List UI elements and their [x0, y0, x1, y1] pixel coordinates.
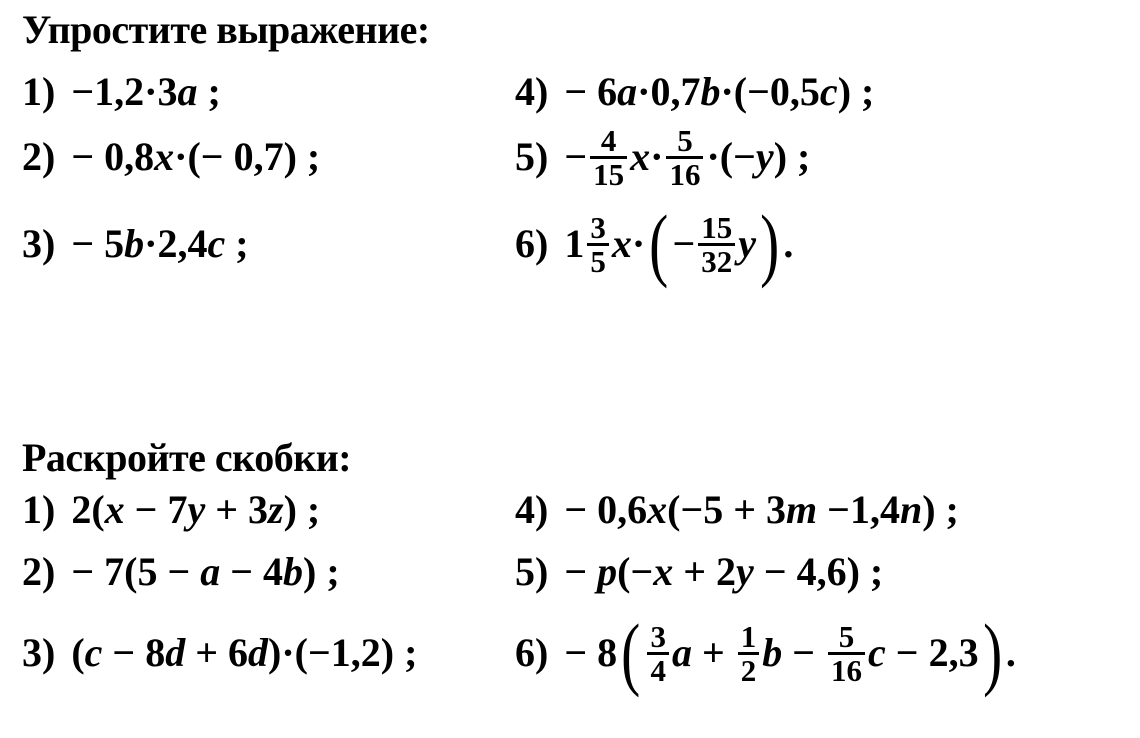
fraction: $\frac{3}{4}$ [647, 621, 669, 686]
s1-item-1 [22, 70, 221, 114]
s2-item-3 [22, 631, 417, 675]
fraction: $\frac{4}{15}$ [590, 125, 627, 190]
s1-item-4-number: 4) [515, 69, 549, 114]
s2-item-6-number: 6) [515, 630, 549, 675]
fraction: $\frac{5}{16}$ [666, 125, 703, 190]
s1-item-1-number: 1) [22, 69, 56, 114]
s2-item-3-expression: ( c − 8 d + 6 d )·(−1,2) ; [71, 630, 418, 675]
s1-item-3-expression: − 5 b ·2,4 c ; [71, 221, 249, 266]
fraction: $\frac{5}{16}$ [828, 621, 865, 686]
s1-item-5 [515, 122, 811, 192]
s1-item-6-number: 6) [515, 221, 549, 266]
s2-item-6 [515, 607, 1016, 698]
s2-item-1-number: 1) [22, 487, 56, 532]
s2-item-2-expression: − 7(5 − a − 4 b ) ; [71, 549, 340, 594]
s1-item-5-expression: − $\frac{4}{15}$ x · $\frac{5}{16}$ ·(− y ) ; [564, 122, 811, 192]
s1-item-2 [22, 135, 320, 179]
s1-item-2-number: 2) [22, 134, 56, 179]
s2-item-3-number: 3) [22, 630, 56, 675]
fraction: $\frac{3}{5}$ [587, 212, 609, 277]
fraction: $\frac{1}{2}$ [738, 621, 760, 686]
s2-item-1-expression: 2( x − 7 y + 3 z ) ; [71, 487, 321, 532]
s2-item-4-number: 4) [515, 487, 549, 532]
s1-item-5-number: 5) [515, 134, 549, 179]
s1-item-6 [515, 198, 794, 289]
s2-item-6-expression: − 8 ( $\frac{3}{4}$ a + $\frac{1}{2}$ b − $\frac{5}{16}$ c − 2,3 ) . [564, 607, 1016, 698]
s2-item-5 [515, 550, 883, 594]
s1-item-6-expression: 1 $\frac{3}{5}$ x · ( − $\frac{15}{32}$ y ) . [564, 198, 794, 289]
s1-item-3 [22, 222, 249, 266]
s1-item-1-expression: −1,2·3 a ; [71, 69, 221, 114]
section2-title: Раскройте скобки: [22, 435, 352, 480]
s1-item-4 [515, 70, 874, 114]
s2-item-4 [515, 488, 959, 532]
s2-item-5-expression: − p (− x + 2 y − 4,6) ; [564, 549, 884, 594]
section1-title: Упростите выражение: [22, 7, 430, 52]
s2-item-5-number: 5) [515, 549, 549, 594]
s2-item-1 [22, 488, 320, 532]
s2-item-2 [22, 550, 340, 594]
s1-item-4-expression: − 6 a ·0,7 b ·(−0,5 c ) ; [564, 69, 875, 114]
s2-item-2-number: 2) [22, 549, 56, 594]
s1-item-3-number: 3) [22, 221, 56, 266]
fraction: $\frac{15}{32}$ [698, 212, 735, 277]
s1-item-2-expression: − 0,8 x ·(− 0,7) ; [71, 134, 321, 179]
s2-item-4-expression: − 0,6 x (−5 + 3 m −1,4 n ) ; [564, 487, 959, 532]
